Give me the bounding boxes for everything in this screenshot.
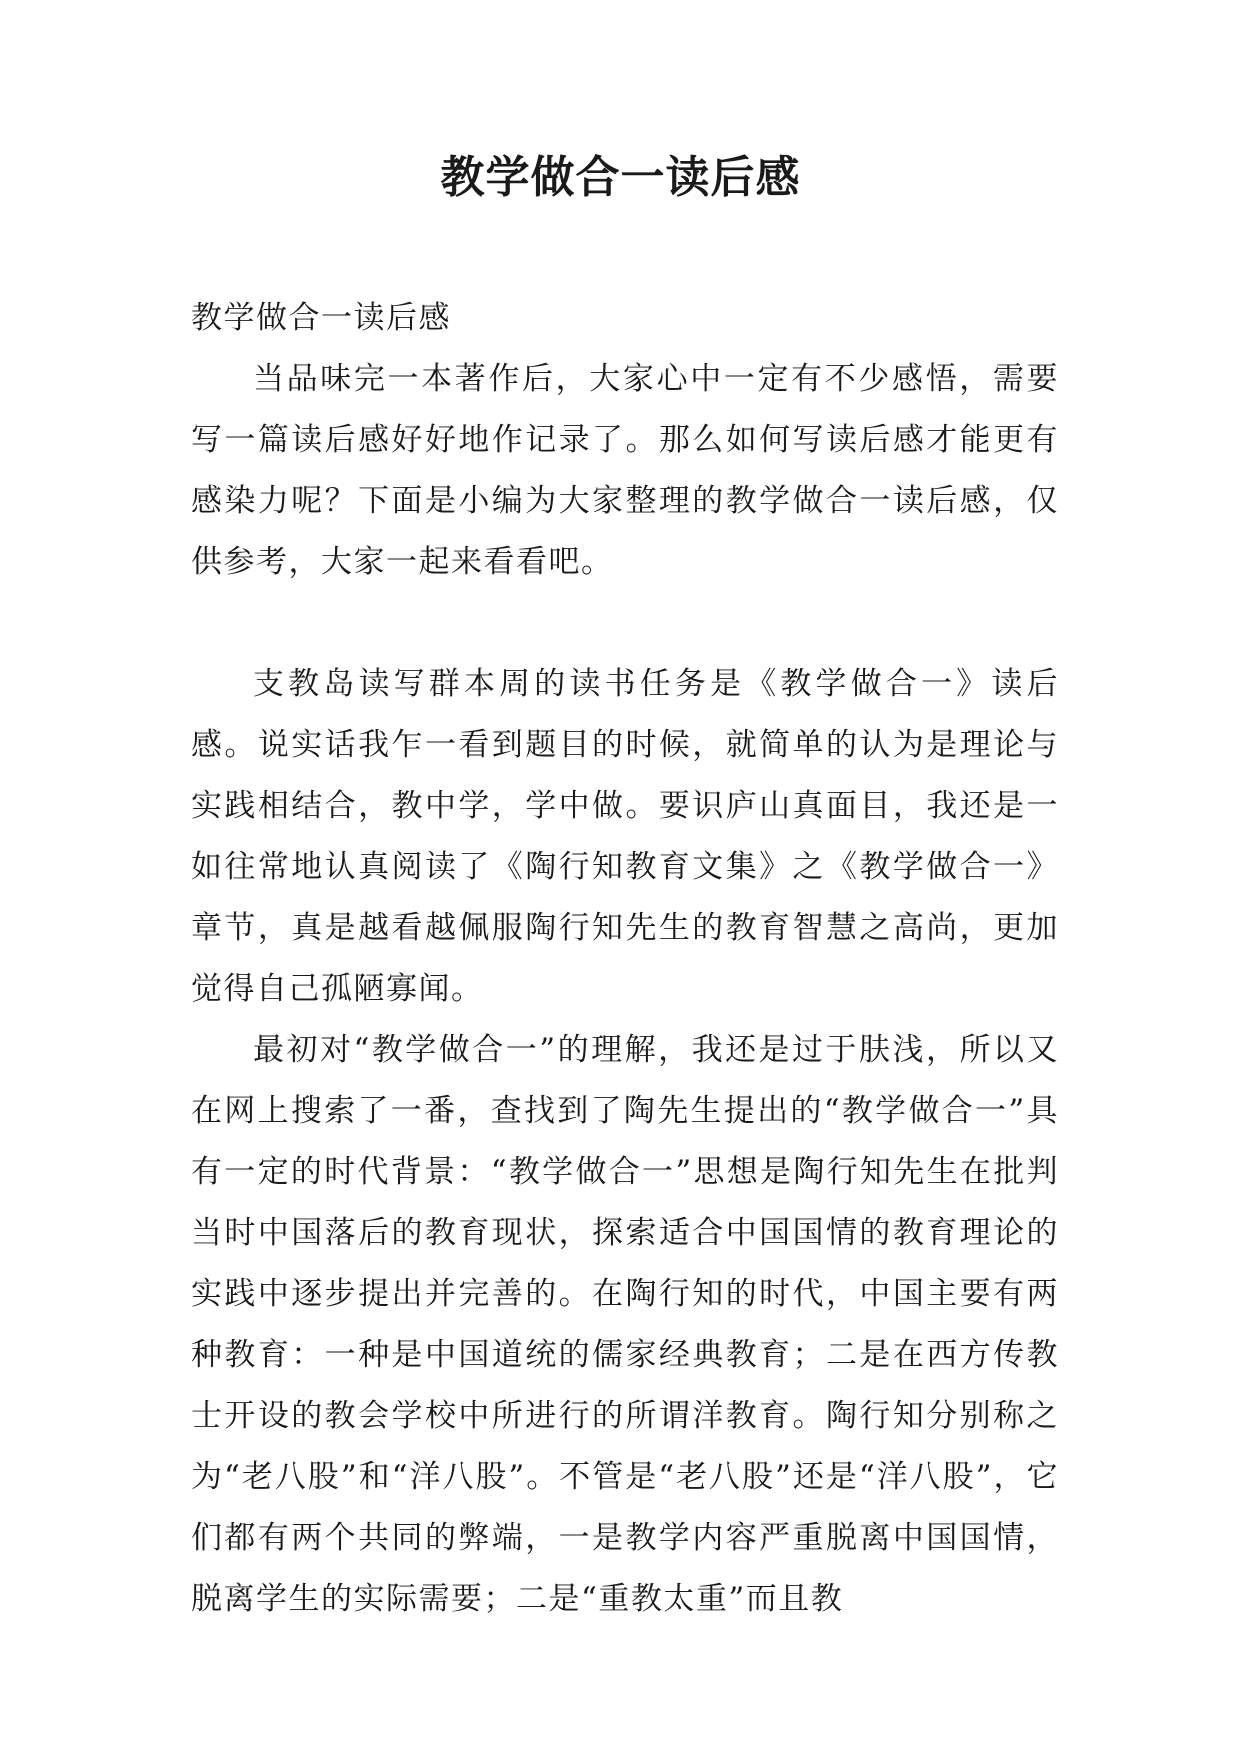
body-paragraph-2: 最初对“教学做合一”的理解，我还是过于肤浅，所以又在网上搜索了一番，查找到了陶先生提出的“教学做合一”具有一定的时代背景：“教学做合一”思想是陶行知先生在批判当时中国落后的教育现状，探索适合中国国情的教育理论的实践中逐步提出并完善的。在陶行知的时代，中国主要有两种教育：一种是中国道统的儒家经典教育；二是在西方传教士开设的教会学校中所进行的所谓洋教育。陶行知分别称之为“老八股”和“洋八股”。不管是“老八股”还是“洋八股”，它们都有两个共同的弊端，一是教学内容严重脱离中国国情，脱离学生的实际需要；二是“重教太重”而且教 bbox=[191, 1032, 1059, 1617]
paragraph-spacer bbox=[191, 593, 1059, 654]
document-subtitle: 教学做合一读后感 bbox=[191, 300, 451, 336]
document-title: 教学做合一读后感 bbox=[440, 152, 801, 203]
document-body bbox=[191, 288, 1059, 1630]
intro-paragraph: 当品味完一本著作后，大家心中一定有不少感悟，需要写一篇读后感好好地作记录了。那么如何写读后感才能更有感染力呢？下面是小编为大家整理的教学做合一读后感，仅供参考，大家一起来看看吧。 bbox=[191, 361, 1059, 580]
body-paragraph-1: 支教岛读写群本周的读书任务是《教学做合一》读后感。说实话我乍一看到题目的时候，就简单的认为是理论与实践相结合，教中学，学中做。要识庐山真面目，我还是一如往常地认真阅读了《陶行知教育文集》之《教学做合一》章节，真是越看越佩服陶行知先生的教育智慧之高尚，更加觉得自己孤陋寡闻。 bbox=[191, 666, 1059, 1007]
